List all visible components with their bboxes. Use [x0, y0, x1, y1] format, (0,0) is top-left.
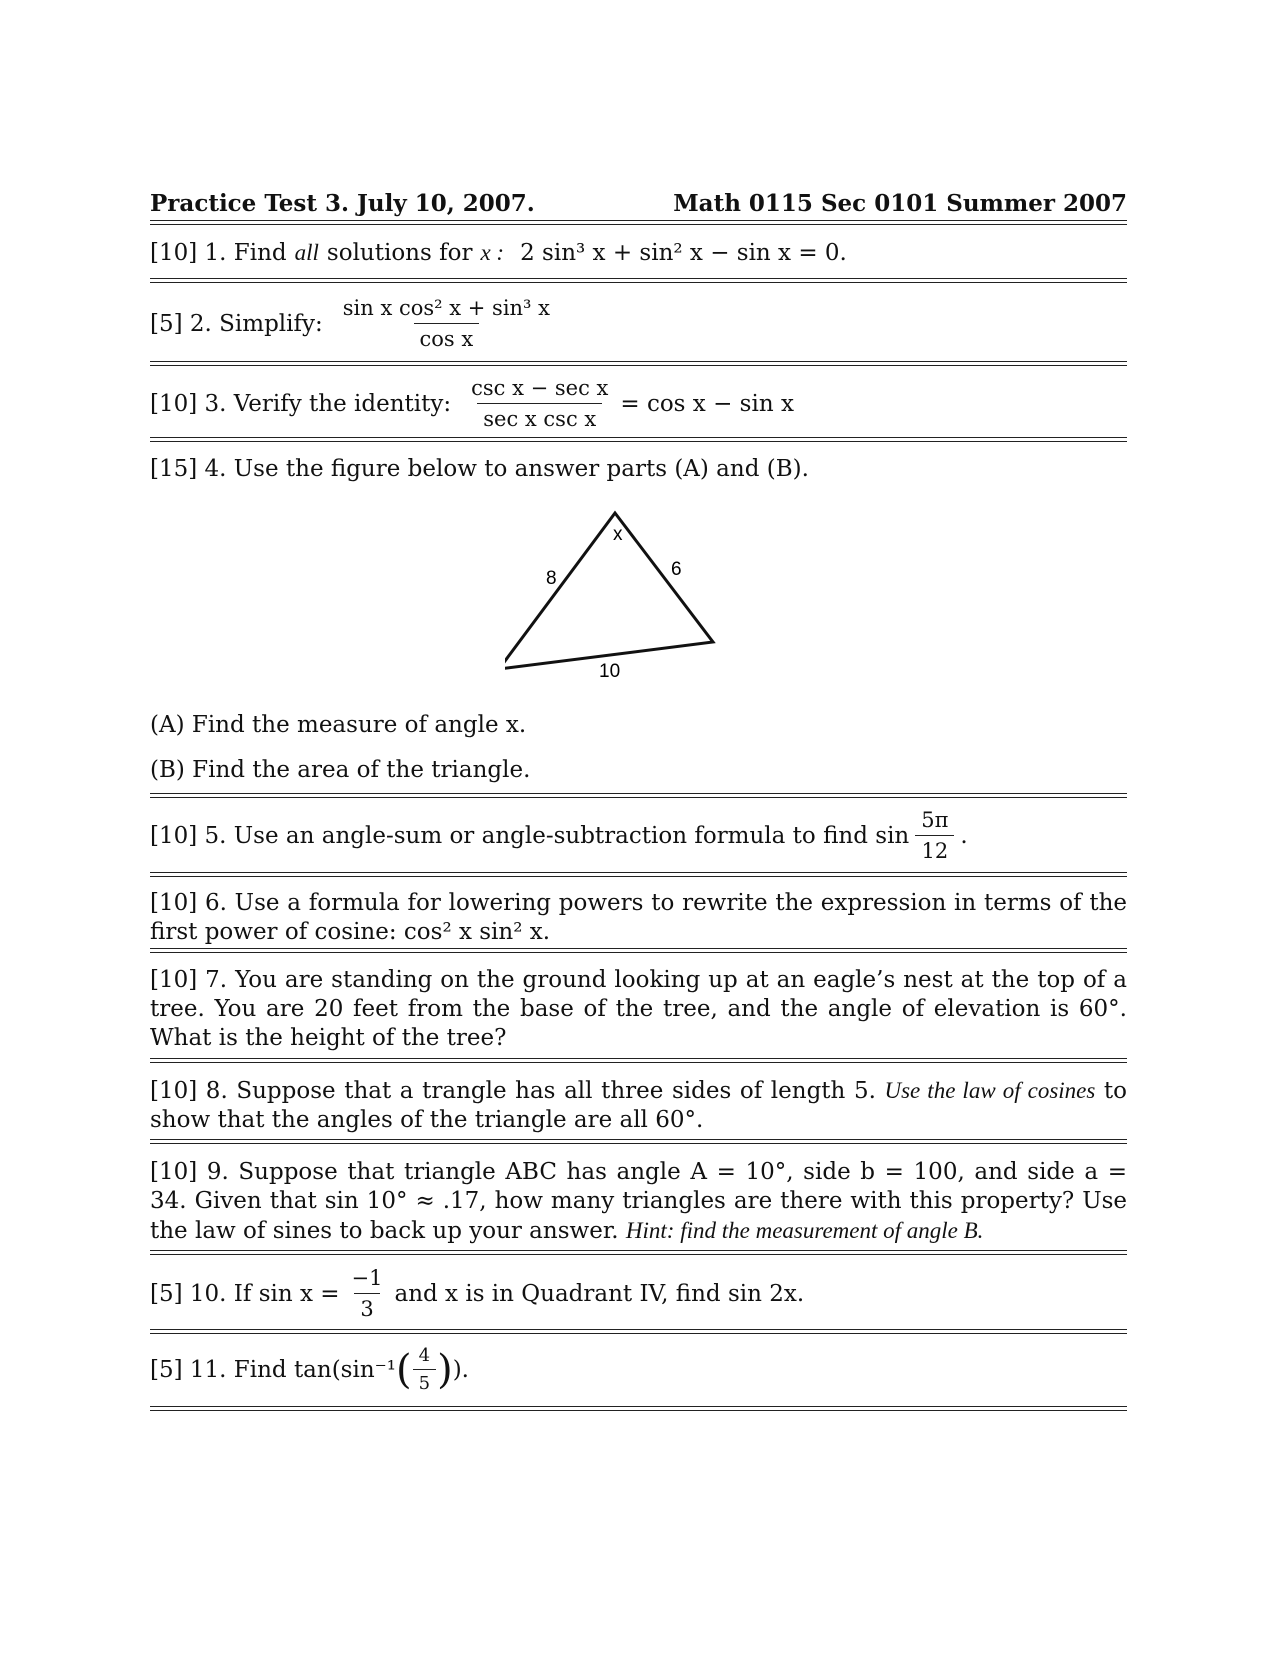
q11-prefix: [5] 11. Find tan(sin⁻¹ — [150, 1356, 397, 1383]
question-7: [10] 7. You are standing on the ground looking up at an eagle’s nest at the top of a tree. You are 20 feet from the base of the tree, and the angle of elevation is 60°. What is the height of the tree? — [150, 967, 1127, 1051]
q5-denominator: 12 — [915, 835, 954, 863]
q10-prefix: [5] 10. If sin x = — [150, 1280, 340, 1307]
q5-prefix: [10] 5. Use an angle-sum or angle-subtraction formula to find sin — [150, 822, 910, 849]
question-11 — [150, 1345, 1127, 1394]
q11-fraction — [413, 1345, 436, 1394]
page-header — [150, 190, 1127, 217]
q3-rhs: = cos x − sin x — [620, 390, 794, 417]
q1-equation: 2 sin³ x + sin² x − sin x = 0. — [520, 240, 847, 266]
header-rule — [150, 220, 1127, 221]
rule-3 — [150, 437, 1127, 438]
side-10-label: 10 — [599, 661, 621, 682]
q5-suffix: . — [960, 822, 968, 849]
rule-2 — [150, 361, 1127, 362]
rule-1 — [150, 278, 1127, 279]
question-4-part-a: (A) Find the measure of angle x. — [150, 712, 527, 738]
q8-text-a: [10] 8. Suppose that a trangle has all three sides of length 5. — [150, 1078, 876, 1104]
q2-prefix: [5] 2. Simplify: — [150, 310, 323, 337]
question-9 — [150, 1158, 1127, 1246]
q11-suffix: ). — [452, 1356, 469, 1383]
question-5 — [150, 808, 1127, 863]
q3-denominator: sec x csc x — [477, 403, 602, 431]
question-4: [15] 4. Use the figure below to answer parts (A) and (B). — [150, 456, 809, 482]
q2-numerator: sin x cos² x + sin³ x — [342, 296, 550, 320]
q5-numerator: 5π — [921, 808, 949, 832]
q8-text-b: to show that the angles of the triangle are all 60°. — [150, 1078, 1128, 1133]
question-4-part-b: (B) Find the area of the triangle. — [150, 757, 531, 783]
rule-9 — [150, 1250, 1127, 1251]
rule-8 — [150, 1139, 1127, 1140]
rule-6 — [150, 948, 1127, 949]
q10-fraction — [346, 1266, 389, 1321]
q10-numerator: −1 — [351, 1266, 383, 1290]
q9-text: [10] 9. Suppose that triangle ABC has angle A = 10°, side b = 100, and side a = 34. Given that sin 10° ≈ .17, how many triangles are there with this property? Use the law of sines to back up your answer. — [150, 1159, 1127, 1244]
q8-emphasis: Use the law of cosines — [884, 1078, 1096, 1103]
q1-prefix: [10] 1. Find — [150, 240, 287, 266]
question-10 — [150, 1266, 1127, 1321]
q3-numerator: csc x − sec x — [471, 376, 609, 400]
test-title: Practice Test 3. July 10, 2007. — [150, 190, 535, 217]
q11-numerator: 4 — [418, 1345, 431, 1366]
rule-10 — [150, 1329, 1127, 1330]
q1-variable: x : — [480, 240, 505, 265]
q11-right-paren: ) — [437, 1346, 453, 1393]
triangle-shape — [505, 513, 713, 669]
q2-fraction — [337, 296, 556, 351]
q1-text: solutions for — [326, 240, 473, 266]
q5-fraction — [915, 808, 954, 863]
q2-denominator: cos x — [414, 323, 480, 351]
side-8-label: 8 — [546, 568, 557, 589]
question-8 — [150, 1076, 1127, 1135]
q10-suffix: and x is in Quadrant IV, find sin 2x. — [394, 1280, 805, 1307]
q3-fraction — [465, 376, 614, 431]
question-3 — [150, 376, 1127, 431]
q1-emphasis: all — [294, 240, 319, 265]
rule-11 — [150, 1406, 1127, 1407]
course-title: Math 0115 Sec 0101 Summer 2007 — [673, 190, 1127, 217]
rule-7 — [150, 1058, 1127, 1059]
question-1 — [150, 240, 1127, 266]
q3-prefix: [10] 3. Verify the identity: — [150, 390, 452, 417]
side-6-label: 6 — [671, 559, 682, 580]
question-2 — [150, 296, 1127, 351]
rule-4 — [150, 793, 1127, 794]
question-6: [10] 6. Use a formula for lowering powers to rewrite the expression in terms of the first power of cosine: cos² x sin² x. — [150, 890, 1127, 945]
rule-5 — [150, 872, 1127, 873]
triangle-figure — [505, 505, 745, 685]
q9-hint: Hint: find the measurement of angle B. — [625, 1218, 984, 1243]
angle-x-label: x — [613, 524, 623, 545]
q11-left-paren: ( — [396, 1346, 412, 1393]
q10-denominator: 3 — [354, 1293, 379, 1321]
q11-denominator: 5 — [413, 1369, 436, 1394]
